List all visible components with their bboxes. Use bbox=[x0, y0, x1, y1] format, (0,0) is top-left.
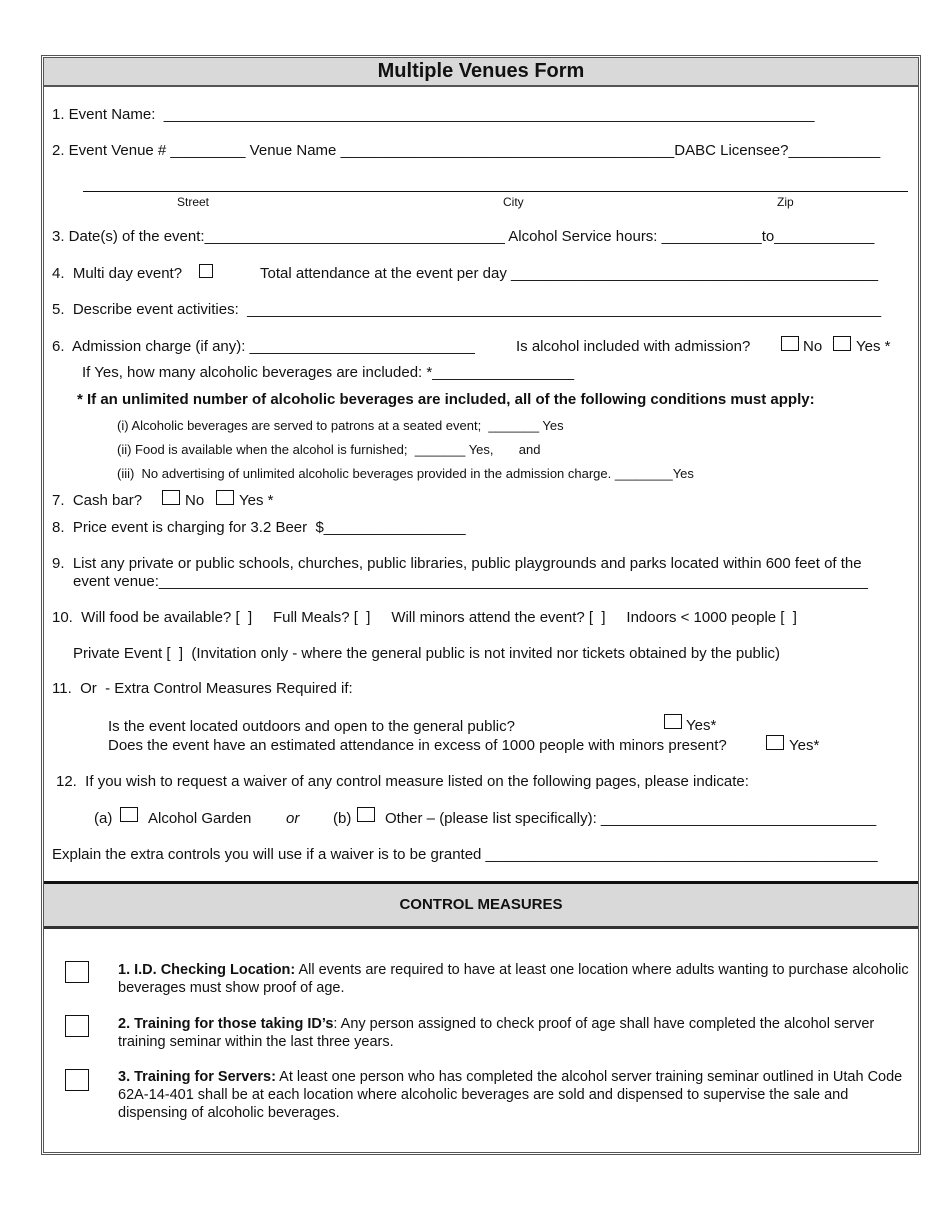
admission-charge-line[interactable]: 6. Admission charge (if any): ___________________________ bbox=[52, 338, 475, 355]
control-measure-1-text: All events are required to have at least one location where adults wanting to purchase alcoholic beverages must show proof of age. bbox=[118, 962, 909, 996]
control-measure-2-title: 2. Training for those taking ID’s bbox=[118, 1016, 334, 1032]
alcohol-included-question: Is alcohol included with admission? bbox=[516, 338, 751, 355]
cash-bar-label: 7. Cash bar? bbox=[52, 492, 143, 509]
control-measure-3-title: 3. Training for Servers: bbox=[118, 1069, 276, 1085]
alcohol-included-no-checkbox[interactable] bbox=[781, 336, 799, 351]
unlimited-note: * If an unlimited number of alcoholic beverages are included, all of the following conditions must apply: bbox=[77, 391, 815, 408]
control-measure-1-title: 1. I.D. Checking Location: bbox=[118, 962, 296, 978]
large-attendance-yes-checkbox[interactable] bbox=[766, 735, 784, 750]
control-measure-2-checkbox[interactable] bbox=[65, 1015, 89, 1037]
control-measure-3-text: At least one person who has completed the alcohol server training seminar outlined in Utah Code 62A-14-401 shall be at each location where alcoholic beverages are sold and dispensed to supervise the sale and dispensing of alcoholic beverages. bbox=[118, 1069, 903, 1121]
cash-bar-yes-label: Yes * bbox=[239, 492, 274, 509]
control-measure-3 bbox=[118, 1068, 913, 1122]
nearby-locations-line1: 9. List any private or public schools, churches, public libraries, public playgrounds and parks located within 600 feet of the bbox=[52, 555, 862, 572]
condition-no-advertising[interactable]: (iii) No advertising of unlimited alcoholic beverages provided in the admission charge. ________Yes bbox=[117, 466, 694, 481]
alcohol-garden-label: Alcohol Garden bbox=[148, 810, 252, 827]
control-measures-heading: CONTROL MEASURES bbox=[44, 881, 918, 929]
how-many-included-line[interactable]: If Yes, how many alcoholic beverages are included: *_________________ bbox=[82, 364, 575, 381]
cash-bar-no-checkbox[interactable] bbox=[162, 490, 180, 505]
zip-label: Zip bbox=[777, 195, 794, 209]
condition-food-available[interactable]: (ii) Food is available when the alcohol is furnished; _______ Yes, and bbox=[117, 442, 541, 457]
large-attendance-yes-label: Yes* bbox=[789, 737, 820, 754]
event-name-field[interactable]: 1. Event Name: ______________________________________________________________________________ bbox=[52, 106, 815, 123]
control-measure-1-checkbox[interactable] bbox=[65, 961, 89, 983]
waiver-or-label: or bbox=[286, 810, 300, 827]
city-label: City bbox=[503, 195, 524, 209]
form-title: Multiple Venues Form bbox=[44, 58, 918, 87]
multi-day-checkbox[interactable] bbox=[199, 264, 213, 278]
beer-price-line[interactable]: 8. Price event is charging for 3.2 Beer $_________________ bbox=[52, 519, 466, 536]
large-attendance-question: Does the event have an estimated attendance in excess of 1000 people with minors present? bbox=[108, 737, 727, 754]
food-minors-line[interactable]: 10. Will food be available? [ ] Full Meals? [ ] Will minors attend the event? [ ] Indoors < 1000 people [ ] bbox=[52, 609, 797, 626]
other-waiver-checkbox[interactable] bbox=[357, 807, 375, 822]
control-measure-1 bbox=[118, 961, 913, 997]
condition-seated-event[interactable]: (i) Alcoholic beverages are served to patrons at a seated event; _______ Yes bbox=[117, 418, 564, 433]
cash-bar-yes-checkbox[interactable] bbox=[216, 490, 234, 505]
alcohol-garden-checkbox[interactable] bbox=[120, 807, 138, 822]
alcohol-included-yes-checkbox[interactable] bbox=[833, 336, 851, 351]
waiver-option-b-label: (b) bbox=[333, 810, 352, 827]
outdoors-question: Is the event located outdoors and open to the general public? bbox=[108, 718, 515, 735]
address-line[interactable] bbox=[83, 191, 908, 192]
other-waiver-line[interactable]: Other – (please list specifically): _________________________________ bbox=[385, 810, 877, 827]
nearby-locations-line2[interactable]: event venue:_____________________________________________________________________________________ bbox=[73, 573, 868, 590]
cash-bar-no-label: No bbox=[185, 492, 205, 509]
control-measure-2 bbox=[118, 1015, 913, 1051]
explain-controls-line[interactable]: Explain the extra controls you will use if a waiver is to be granted _______________________________________________ bbox=[52, 846, 878, 863]
attendance-line[interactable]: Total attendance at the event per day ____________________________________________ bbox=[260, 265, 879, 282]
private-event-line[interactable]: Private Event [ ] (Invitation only - where the general public is not invited nor tickets obtained by the public) bbox=[73, 645, 781, 662]
alcohol-included-yes-label: Yes * bbox=[856, 338, 891, 355]
multi-day-label: 4. Multi day event? bbox=[52, 265, 183, 282]
extra-measures-label: 11. Or - Extra Control Measures Required if: bbox=[52, 680, 353, 697]
event-dates-line[interactable]: 3. Date(s) of the event:____________________________________ Alcohol Service hours: ____________to____________ bbox=[52, 228, 875, 245]
alcohol-included-no-label: No bbox=[803, 338, 823, 355]
control-measure-2-text: : Any person assigned to check proof of age shall have completed the alcohol server training seminar within the last three years. bbox=[118, 1016, 875, 1050]
waiver-option-a-label: (a) bbox=[94, 810, 113, 827]
control-measure-3-checkbox[interactable] bbox=[65, 1069, 89, 1091]
street-label: Street bbox=[177, 195, 210, 209]
form-frame bbox=[41, 55, 921, 1155]
outdoors-yes-checkbox[interactable] bbox=[664, 714, 682, 729]
waiver-label: 12. If you wish to request a waiver of any control measure listed on the following pages, please indicate: bbox=[56, 773, 749, 790]
describe-activities-line[interactable]: 5. Describe event activities: ____________________________________________________________________________ bbox=[52, 301, 882, 318]
event-venue-line[interactable]: 2. Event Venue # _________ Venue Name ________________________________________DABC Licensee?___________ bbox=[52, 142, 881, 159]
outdoors-yes-label: Yes* bbox=[686, 717, 717, 734]
